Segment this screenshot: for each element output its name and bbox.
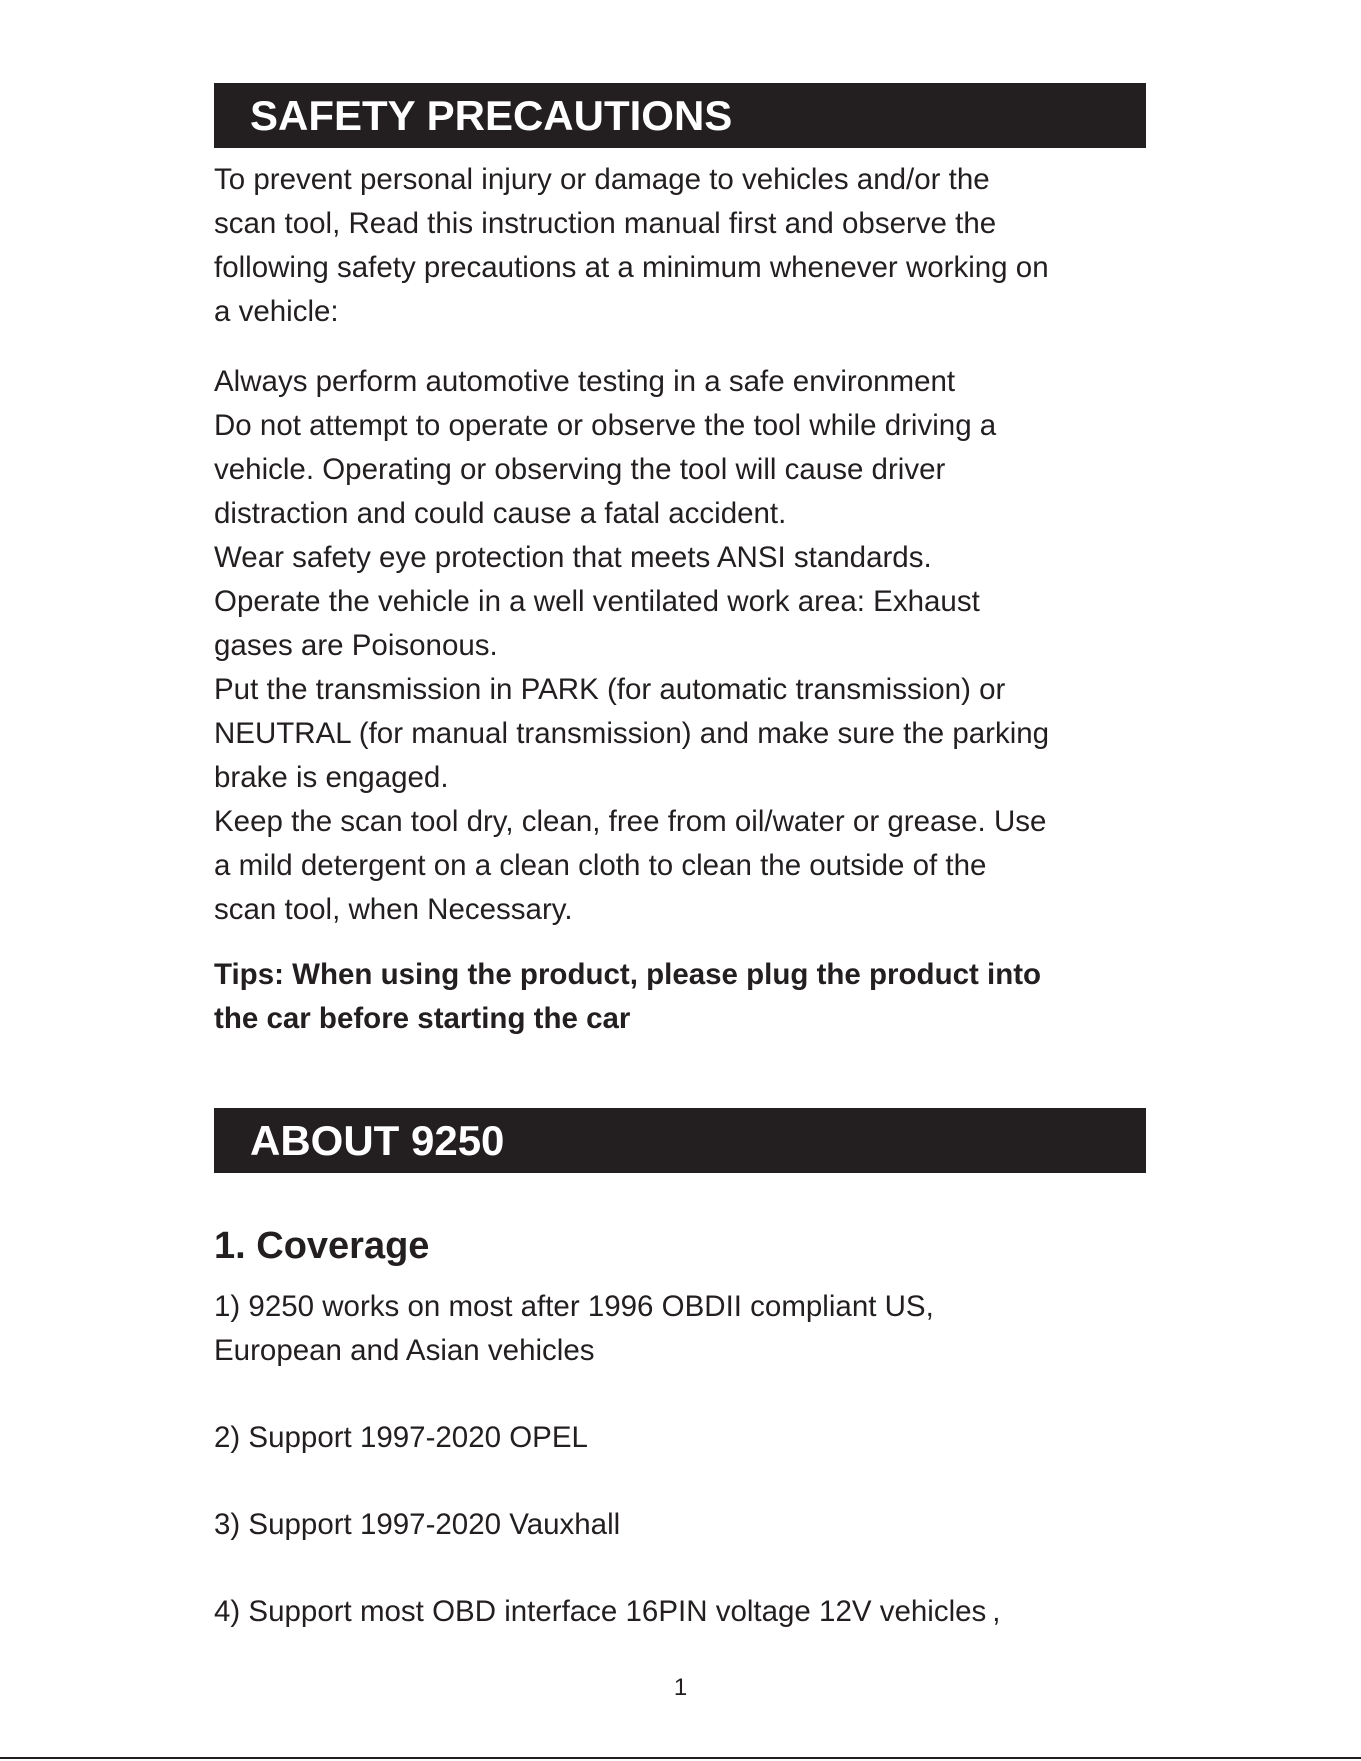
precaution-line: Keep the scan tool dry, clean, free from oil/water or grease. Use	[214, 805, 1047, 838]
intro-line: scan tool, Read this instruction manual first and observe the	[214, 207, 997, 240]
precaution-line: Always perform automotive testing in a safe environment	[214, 365, 956, 398]
coverage-item	[214, 1590, 1000, 1634]
coverage-item-line: 1) 9250 works on most after 1996 OBDII compliant US,	[214, 1290, 934, 1323]
precaution-line: a mild detergent on a clean cloth to clean the outside of the	[214, 849, 987, 882]
precaution-line: Do not attempt to operate or observe the tool while driving a	[214, 409, 997, 442]
intro-line: To prevent personal injury or damage to vehicles and/or the	[214, 163, 990, 196]
precautions-list	[214, 360, 1174, 932]
coverage-item-line: 4) Support most OBD interface 16PIN voltage 12V vehicles ,	[214, 1595, 1001, 1628]
precaution-line: gases are Poisonous.	[214, 629, 498, 662]
coverage-item	[214, 1416, 588, 1460]
tips-note	[214, 953, 1174, 1041]
safety-intro-paragraph	[214, 158, 1174, 334]
intro-line: following safety precautions at a minimum whenever working on	[214, 251, 1049, 284]
coverage-item	[214, 1503, 620, 1547]
bottom-divider	[0, 1757, 1361, 1759]
page-number: 1	[673, 1674, 688, 1701]
about-heading: ABOUT 9250	[214, 1108, 1146, 1173]
precaution-line: brake is engaged.	[214, 761, 449, 794]
tips-line: the car before starting the car	[214, 1002, 631, 1035]
coverage-item-line: 3) Support 1997-2020 Vauxhall	[214, 1508, 621, 1541]
precaution-line: vehicle. Operating or observing the tool will cause driver	[214, 453, 946, 486]
precaution-line: scan tool, when Necessary.	[214, 893, 573, 926]
coverage-item	[214, 1285, 934, 1373]
precaution-line: NEUTRAL (for manual transmission) and make sure the parking	[214, 717, 1050, 750]
tips-line: Tips: When using the product, please plug the product into	[214, 958, 1042, 991]
precaution-line: Operate the vehicle in a well ventilated work area: Exhaust	[214, 585, 980, 618]
coverage-item-line: 2) Support 1997-2020 OPEL	[214, 1421, 588, 1454]
coverage-item-line: European and Asian vehicles	[214, 1334, 595, 1367]
precaution-line: Put the transmission in PARK (for automatic transmission) or	[214, 673, 1006, 706]
safety-precautions-heading: SAFETY PRECAUTIONS	[214, 83, 1146, 148]
coverage-heading: 1. Coverage	[214, 1225, 430, 1267]
intro-line: a vehicle:	[214, 295, 339, 328]
precaution-line: distraction and could cause a fatal accident.	[214, 497, 787, 530]
precaution-line: Wear safety eye protection that meets ANSI standards.	[214, 541, 932, 574]
